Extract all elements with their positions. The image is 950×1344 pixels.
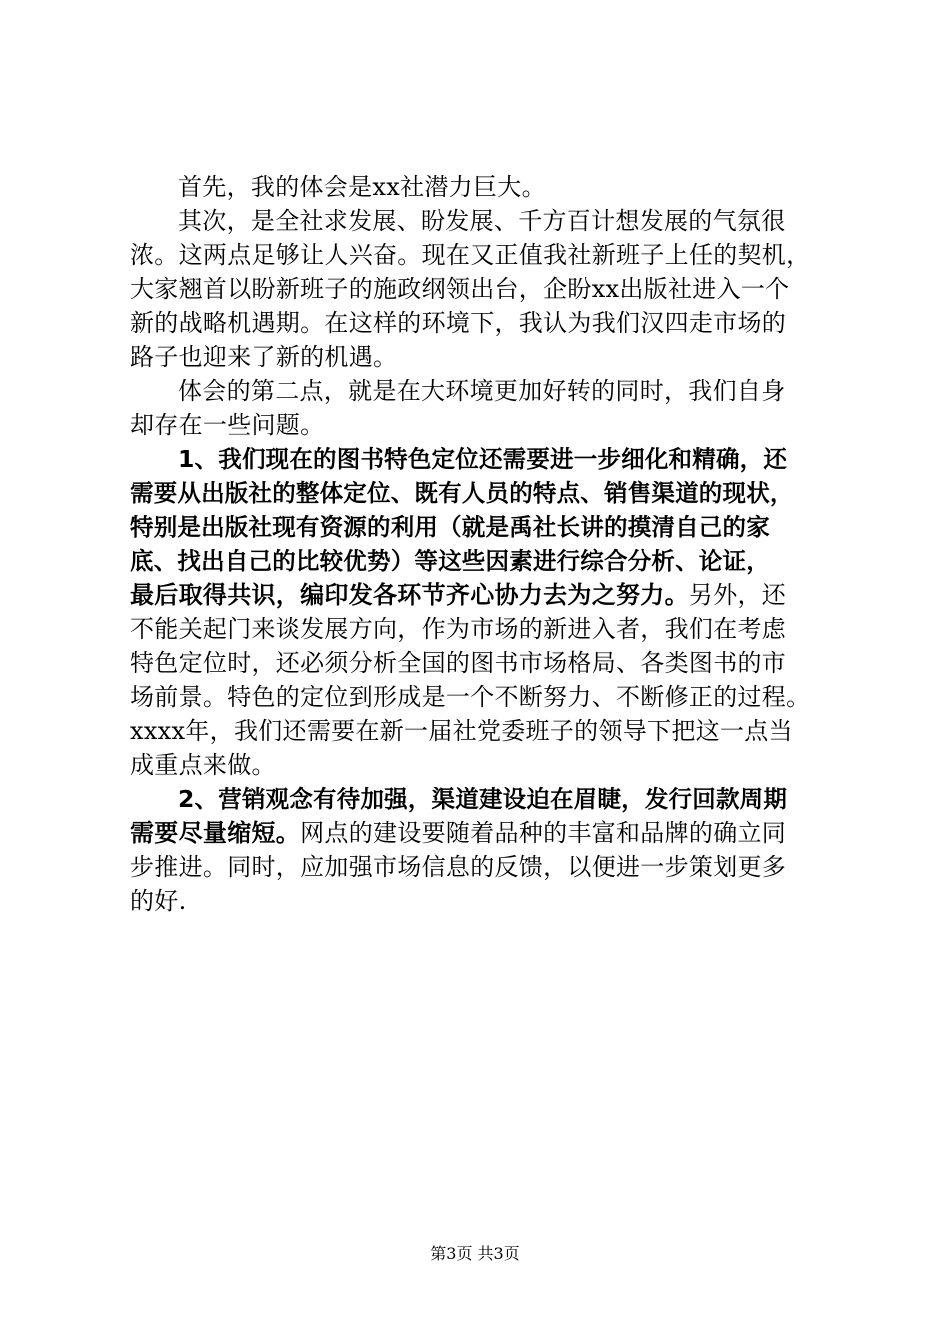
paragraph-bold-line: 2、营销观念有待加强，渠道建设迫在眉睫，发行回款周期 <box>178 785 788 813</box>
paragraph-2 <box>130 204 830 374</box>
paragraph-line: 体会的第二点，就是在大环境更加好转的同时，我们自身 <box>178 377 786 405</box>
paragraph-normal-segment: 另外，还 <box>688 581 787 609</box>
paragraph-line: 大家翘首以盼新班子的施政纲领出台，企盼xx出版社进入一个 <box>130 275 790 303</box>
paragraph-bold-segment: 需要尽量缩短。 <box>130 819 301 847</box>
page-footer <box>0 1243 950 1265</box>
paragraph-bold-line: 底、找出自己的比较优势）等这些因素进行综合分析、论证， <box>130 547 770 575</box>
paragraph-line: 场前景。特色的定位到形成是一个不断努力、不断修正的过程。 <box>130 683 811 711</box>
paragraph-line: 的好. <box>130 887 187 915</box>
paragraph-line: 步推进。同时，应加强市场信息的反馈，以便进一步策划更多 <box>130 853 787 881</box>
paragraph-line: xxxx年，我们还需要在新一届社党委班子的领导下把这一点当 <box>130 717 793 745</box>
paragraph-line: 不能关起门来谈发展方向，作为市场的新进入者，我们在考虑 <box>130 615 787 643</box>
paragraph-5 <box>130 782 830 918</box>
document-body <box>130 170 830 918</box>
paragraph-line: 特色定位时，还必须分析全国的图书市场格局、各类图书的市 <box>130 649 787 677</box>
paragraph-line: 路子也迎来了新的机遇。 <box>130 343 398 371</box>
paragraph-normal-segment: 网点的建设要随着品种的丰富和品牌的确立同 <box>300 819 787 847</box>
paragraph-4 <box>130 442 830 782</box>
paragraph-mixed-line <box>130 578 830 612</box>
paragraph-3 <box>130 374 830 442</box>
paragraph-bold-line: 1、我们现在的图书特色定位还需要进一步细化和精确，还 <box>178 445 788 473</box>
paragraph-bold-line: 特别是出版社现有资源的利用（就是禹社长讲的摸清自己的家 <box>130 513 770 541</box>
page-number-label: 第3页 共3页 <box>430 1244 520 1263</box>
paragraph-bold-line: 需要从出版社的整体定位、既有人员的特点、销售渠道的现状， <box>130 479 794 507</box>
paragraph-line: 却存在一些问题。 <box>130 411 325 439</box>
paragraph-line: 新的战略机遇期。在这样的环境下，我认为我们汉四走市场的 <box>130 309 787 337</box>
paragraph-line: 浓。这两点足够让人兴奋。现在又正值我社新班子上任的契机， <box>130 241 811 269</box>
paragraph-bold-segment: 最后取得共识，编印发各环节齐心协力去为之努力。 <box>130 581 689 609</box>
paragraph-line: 首先，我的体会是xx社潜力巨大。 <box>178 173 546 201</box>
paragraph-line: 成重点来做。 <box>130 751 276 779</box>
paragraph-1 <box>130 170 830 204</box>
paragraph-line: 其次，是全社求发展、盼发展、千方百计想发展的气氛很 <box>178 207 786 235</box>
paragraph-mixed-line <box>130 816 830 850</box>
